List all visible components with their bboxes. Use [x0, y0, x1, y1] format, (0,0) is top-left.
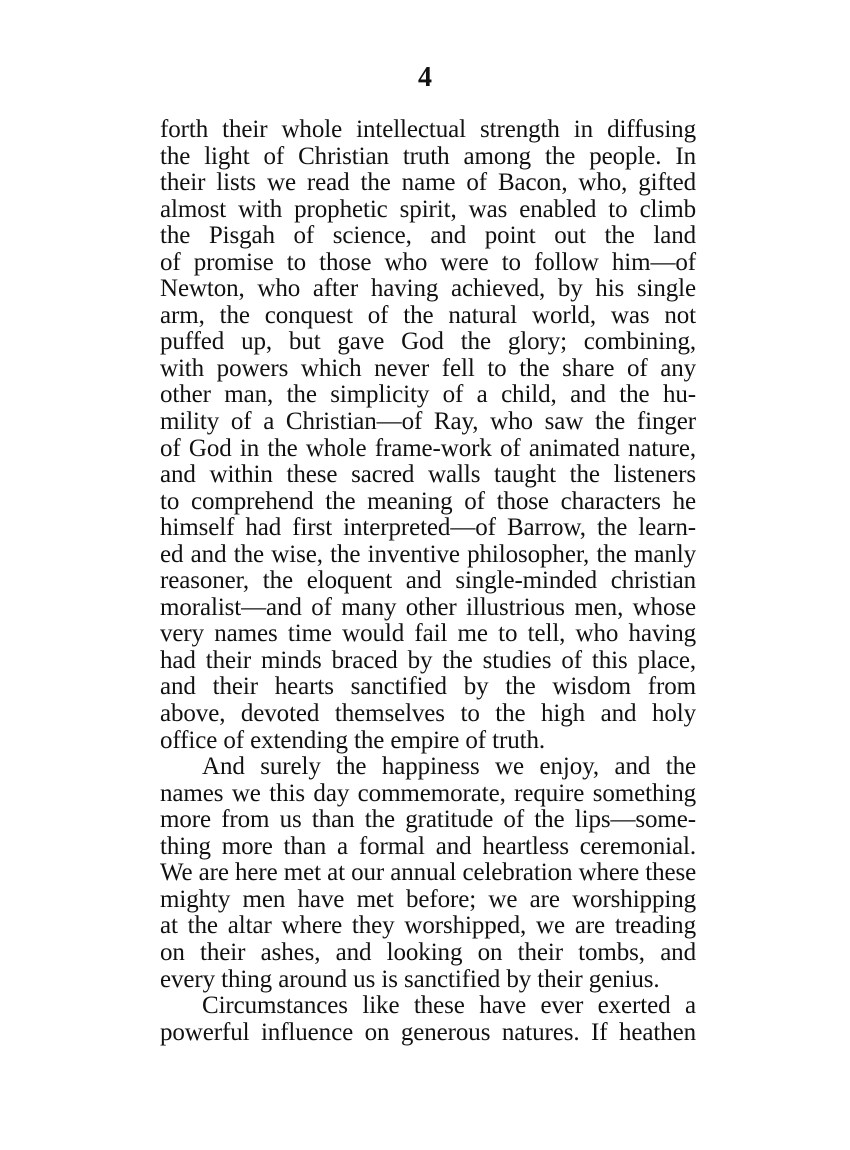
paragraph-first-line: And surely the happiness we enjoy, and the	[202, 753, 696, 781]
text-line: almost with prophetic spirit, was enabled to climb	[160, 195, 696, 223]
text-line: to comprehend the meaning of those characters he	[160, 487, 696, 515]
text-line: puffed up, but gave God the glory; combining,	[160, 328, 696, 356]
text-line: and within these sacred walls taught the listeners	[160, 461, 696, 489]
text-line: himself had first interpreted—of Barrow, the learn-	[160, 514, 696, 542]
paragraph-last-line: every thing around us is sanctified by their genius.	[160, 965, 660, 993]
text-line: and their hearts sanctified by the wisdom from	[160, 673, 696, 701]
text-line: above, devoted themselves to the high and holy	[160, 700, 696, 728]
text-line: at the altar where they worshipped, we are treading	[160, 912, 696, 940]
page-number: 4	[418, 62, 432, 93]
text-line: with powers which never fell to the share of any	[160, 354, 696, 382]
text-line: their lists we read the name of Bacon, who, gifted	[160, 169, 696, 197]
paragraph-last-line: office of extending the empire of truth.	[160, 726, 545, 754]
text-line: mility of a Christian—of Ray, who saw the finger	[160, 408, 696, 436]
text-line: ed and the wise, the inventive philosopher, the manly	[160, 540, 696, 568]
text-line: We are here met at our annual celebration where these	[160, 859, 697, 887]
text-line: had their minds braced by the studies of this place,	[160, 646, 696, 674]
text-line: thing more than a formal and heartless ceremonial.	[160, 832, 696, 860]
text-line: the Pisgah of science, and point out the land	[160, 222, 696, 250]
text-line: mighty men have met before; we are worshipping	[160, 885, 696, 913]
text-line: forth their whole intellectual strength in diffusing	[160, 116, 696, 143]
text-line: names we this day commemorate, require something	[160, 779, 696, 807]
text-line: very names time would fail me to tell, who having	[160, 620, 696, 648]
text-line: of promise to those who were to follow him—of	[160, 248, 696, 276]
text-line: arm, the conquest of the natural world, was not	[160, 301, 696, 329]
text-line: moralist—and of many other illustrious men, whose	[160, 593, 696, 621]
body-text	[160, 117, 696, 1046]
paragraph-first-line: Circumstances like these have ever exerted a	[202, 992, 696, 1020]
text-line: powerful influence on generous natures. If heathen	[160, 1018, 696, 1046]
text-line: more from us than the gratitude of the lips—some-	[160, 806, 696, 834]
text-line: Newton, who after having achieved, by his single	[160, 275, 696, 303]
text-line: on their ashes, and looking on their tombs, and	[160, 938, 696, 966]
text-line: other man, the simplicity of a child, and the hu-	[160, 381, 696, 409]
text-line: the light of Christian truth among the people. In	[160, 142, 696, 170]
text-line: of God in the whole frame-work of animated nature,	[160, 434, 696, 462]
text-line: reasoner, the eloquent and single-minded christian	[160, 567, 696, 595]
